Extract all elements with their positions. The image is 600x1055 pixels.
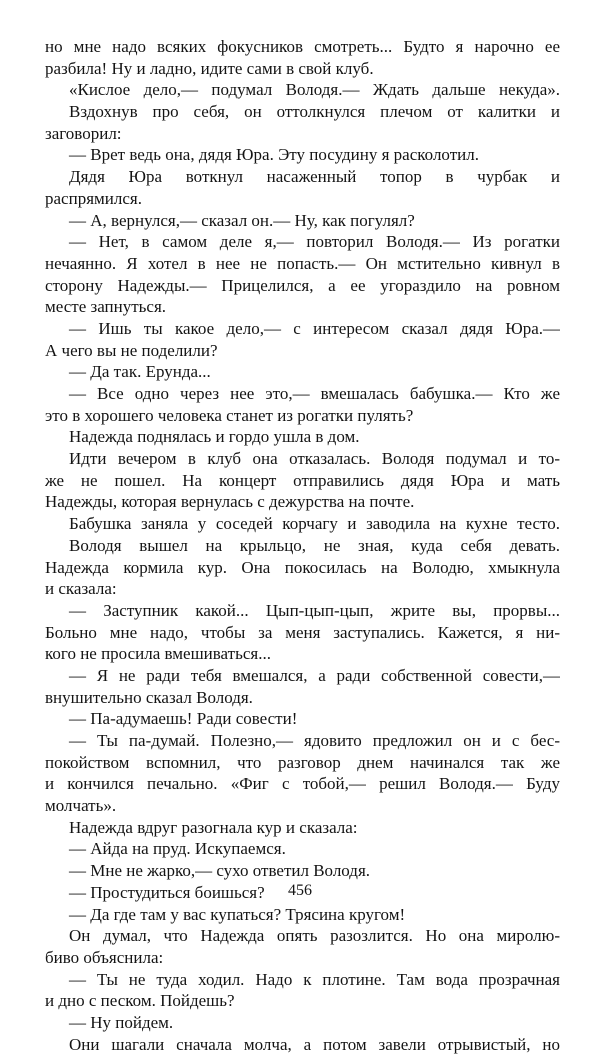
text-line: покойством вспомнил, что разговор днем начинался так же <box>45 752 560 772</box>
text-line: сторону Надежды.— Прицелился, а ее угораздило на ровном <box>45 275 560 295</box>
text-line: заговорил: <box>45 123 122 143</box>
text-line: — Да где там у вас купаться? Трясина кругом! <box>69 904 406 924</box>
text-line: — Заступник какой... Цып-цып-цып, жрите вы, прорвы... <box>69 600 560 620</box>
text-line: Больно мне надо, чтобы за меня заступались. Кажется, я ни- <box>45 622 560 642</box>
text-line: Надежда вдруг разогнала кур и сказала: <box>69 817 358 837</box>
text-line: — Я не ради тебя вмешался, а ради собственной совести,— <box>69 665 560 685</box>
text-line: — Ну пойдем. <box>69 1012 174 1032</box>
text-line: — Простудиться боишься? <box>69 882 265 902</box>
text-line: распрямился. <box>45 188 142 208</box>
text-line: и сказала: <box>45 579 117 599</box>
text-line: но мне надо всяких фокусников смотреть... Будто я нарочно ее <box>45 37 560 56</box>
text-line: — Нет, в самом деле я,— повторил Володя.— Из рогатки <box>69 232 560 252</box>
page-text-block <box>45 36 560 1055</box>
text-line: молчать». <box>45 796 117 816</box>
text-line: Дядя Юра воткнул насаженный топор в чурбак и <box>69 167 560 187</box>
text-line: Надежды, которая вернулась с дежурства на почте. <box>45 492 415 512</box>
text-line: — Все одно через нее это,— вмешалась бабушка.— Кто же <box>69 384 560 403</box>
text-line: — Мне не жарко,— сухо ответил Володя. <box>69 861 371 881</box>
text-line: месте запнуться. <box>45 297 167 317</box>
text-line: биво объяснила: <box>45 947 164 967</box>
text-line: Надежда кормила кур. Она покосилась на Володю, хмыкнула <box>45 557 560 577</box>
text-line: — Ты па-думай. Полезно,— ядовито предложил он и с бес- <box>69 731 560 750</box>
text-line: и кончился печально. «Фиг с тобой,— решил Володя.— Буду <box>45 774 560 794</box>
text-line: — А, вернулся,— сказал он.— Ну, как погулял? <box>69 210 415 230</box>
text-line: — Врет ведь она, дядя Юра. Эту посудину я расколотил. <box>69 145 479 165</box>
text-line: — Па-адумаешь! Ради совести! <box>69 709 298 729</box>
text-line: А чего вы не поделили? <box>45 340 218 360</box>
text-line: Они шагали сначала молча, а потом завели отрывистый, но <box>69 1034 560 1054</box>
text-line: «Кислое дело,— подумал Володя.— Ждать дальше некуда». <box>69 80 560 100</box>
text-line: — Да так. Ерунда... <box>69 362 211 382</box>
text-line: это в хорошего человека станет из рогатки пулять? <box>45 405 414 425</box>
text-line: же не пошел. На концерт отправились дядя Юра и мать <box>45 470 560 490</box>
text-line: — Айда на пруд. Искупаемся. <box>69 839 286 859</box>
text-line: и дно с песком. Пойдешь? <box>45 991 235 1011</box>
text-line: — Ишь ты какое дело,— с интересом сказал дядя Юра.— <box>69 318 560 338</box>
text-line: Володя вышел на крыльцо, не зная, куда себя девать. <box>69 535 560 555</box>
page-number: 456 <box>288 882 312 899</box>
text-line: Он думал, что Надежда опять разозлится. Но она миролю- <box>69 926 560 946</box>
text-line: внушительно сказал Володя. <box>45 687 253 707</box>
text-line: кого не просила вмешиваться... <box>45 644 271 664</box>
text-line: Вздохнув про себя, он оттолкнулся плечом от калитки и <box>69 102 560 122</box>
text-line: нечаянно. Я хотел в нее не попасть.— Он мстительно кивнул в <box>45 253 560 273</box>
text-line: Бабушка заняла у соседей корчагу и заводила на кухне тесто. <box>69 514 560 534</box>
text-line: Надежда поднялась и гордо ушла в дом. <box>69 427 360 447</box>
text-line: Идти вечером в клуб она отказалась. Володя подумал и то- <box>69 449 560 469</box>
text-line: — Ты не туда ходил. Надо к плотине. Там вода прозрачная <box>69 969 560 989</box>
text-line: разбила! Ну и ладно, идите сами в свой клуб. <box>45 58 374 78</box>
